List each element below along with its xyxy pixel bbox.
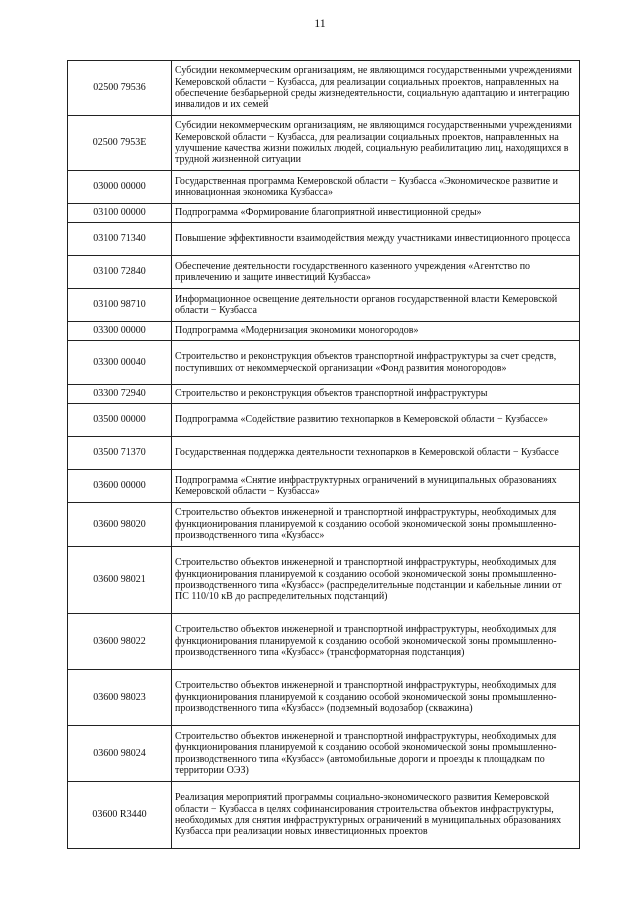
description-cell: Подпрограмма «Снятие инфраструктурных ограничений в муниципальных образованиях Кемеровской области − Кузбасса» [172,470,580,503]
table-row [68,289,580,322]
code-cell: 03100 71340 [68,223,172,256]
description-cell: Информационное освещение деятельности органов государственной власти Кемеровской области − Кузбасса [172,289,580,322]
code-cell: 02500 7953Е [68,116,172,171]
table-row [68,782,580,849]
table-row [68,404,580,437]
code-cell: 03100 00000 [68,204,172,223]
description-cell: Строительство объектов инженерной и транспортной инфраструктуры, необходимых для функционирования планируемой к созданию особой экономической зоны промышленно-производственного типа «Кузбасс» (распределительные подстанции и кабельные линии от ПС 110/10 кВ до распределительных подстанций) [172,547,580,614]
table-row [68,670,580,726]
table-row [68,61,580,116]
table-row [68,614,580,670]
code-cell: 03600 98020 [68,503,172,547]
table-row [68,341,580,385]
table-row [68,437,580,470]
description-cell: Подпрограмма «Модернизация экономики моногородов» [172,322,580,341]
code-cell: 03500 71370 [68,437,172,470]
description-cell: Строительство объектов инженерной и транспортной инфраструктуры, необходимых для функционирования планируемой к созданию особой экономической зоны промышленно-производственного типа «Кузбасс» [172,503,580,547]
code-cell: 03300 72940 [68,385,172,404]
budget-codes-table [67,60,580,849]
code-cell: 03100 98710 [68,289,172,322]
code-cell: 03600 98024 [68,726,172,782]
code-cell: 03600 00000 [68,470,172,503]
description-cell: Повышение эффективности взаимодействия между участниками инвестиционного процесса [172,223,580,256]
table-row [68,547,580,614]
table-row [68,503,580,547]
description-cell: Субсидии некоммерческим организациям, не являющимся государственными учреждениями Кемеровской области − Кузбасса, для реализации социальных проектов, направленных на улучшение качества жизни пожилых людей, социальную реабилитацию лиц, находящихся в трудной жизненной ситуации [172,116,580,171]
code-cell: 03600 R3440 [68,782,172,849]
table-row [68,726,580,782]
table-row [68,171,580,204]
table-row [68,223,580,256]
table-row [68,470,580,503]
code-cell: 03300 00040 [68,341,172,385]
description-cell: Строительство и реконструкция объектов транспортной инфраструктуры [172,385,580,404]
page-number: 11 [314,16,326,30]
description-cell: Государственная программа Кемеровской области − Кузбасса «Экономическое развитие и инновационная экономика Кузбасса» [172,171,580,204]
code-cell: 03300 00000 [68,322,172,341]
code-cell: 03500 00000 [68,404,172,437]
table-row [68,385,580,404]
code-cell: 03000 00000 [68,171,172,204]
code-cell: 03600 98023 [68,670,172,726]
description-cell: Подпрограмма «Формирование благоприятной инвестиционной среды» [172,204,580,223]
table-row [68,116,580,171]
description-cell: Строительство и реконструкция объектов транспортной инфраструктуры за счет средств, поступивших от некоммерческой организации «Фонд развития моногородов» [172,341,580,385]
description-cell: Субсидии некоммерческим организациям, не являющимся государственными учреждениями Кемеровской области − Кузбасса, для реализации социальных проектов, направленных на обеспечение безбарьерной среды жизнедеятельности, социальную адаптацию и интеграцию инвалидов и их семей [172,61,580,116]
description-cell: Реализация мероприятий программы социально-экономического развития Кемеровской области − Кузбасса в целях софинансирования строительства объектов инфраструктуры, необходимых для снятия инфраструктурных ограничений в муниципальных образованиях Кузбасса при реализации новых инвестиционных проектов [172,782,580,849]
description-cell: Подпрограмма «Содействие развитию технопарков в Кемеровской области − Кузбассе» [172,404,580,437]
code-cell: 02500 79536 [68,61,172,116]
code-cell: 03600 98021 [68,547,172,614]
table-row [68,322,580,341]
description-cell: Обеспечение деятельности государственного казенного учреждения «Агентство по привлечению и защите инвестиций Кузбасса» [172,256,580,289]
table-row [68,256,580,289]
table-row [68,204,580,223]
description-cell: Государственная поддержка деятельности технопарков в Кемеровской области − Кузбассе [172,437,580,470]
code-cell: 03600 98022 [68,614,172,670]
description-cell: Строительство объектов инженерной и транспортной инфраструктуры, необходимых для функционирования планируемой к созданию особой экономической зоны промышленно-производственного типа «Кузбасс» (трансформаторная подстанция) [172,614,580,670]
description-cell: Строительство объектов инженерной и транспортной инфраструктуры, необходимых для функционирования планируемой к созданию особой экономической зоны промышленно-производственного типа «Кузбасс» (автомобильные дороги и проезды к площадкам по территории ОЭЗ) [172,726,580,782]
description-cell: Строительство объектов инженерной и транспортной инфраструктуры, необходимых для функционирования планируемой к созданию особой экономической зоны промышленно-производственного типа «Кузбасс» (подземный водозабор (скважина) [172,670,580,726]
code-cell: 03100 72840 [68,256,172,289]
